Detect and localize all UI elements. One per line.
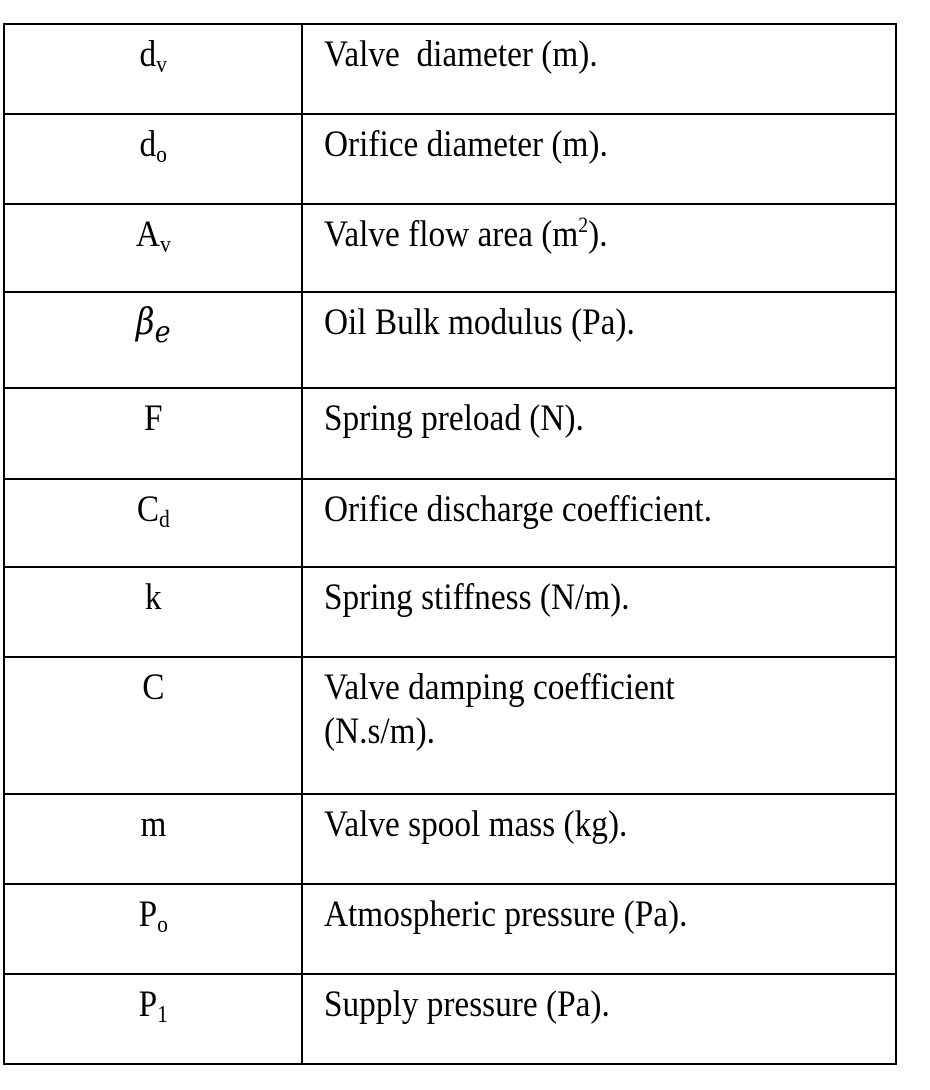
description (324, 33, 598, 77)
symbol (140, 803, 166, 847)
symbol-cell (4, 794, 302, 884)
symbol (144, 397, 163, 441)
symbol-base: C (141, 667, 165, 708)
table-row (4, 24, 896, 114)
description-text: Orifice diameter (m). (324, 124, 608, 165)
description-cell (302, 567, 896, 657)
description (324, 397, 584, 441)
symbol-base: A (135, 214, 160, 255)
symbol-cell (4, 974, 302, 1064)
symbol-cell (4, 114, 302, 204)
symbol-cell (4, 292, 302, 388)
symbol-subscript: v (155, 52, 167, 78)
symbol-subscript: v (159, 232, 171, 258)
description-text: Orifice discharge coefficient. (324, 489, 713, 530)
description-text: Valve flow area (m (324, 214, 579, 255)
description-text: Valve damping coefficient (324, 667, 675, 708)
symbol-subscript: o (155, 142, 167, 168)
symbol-base: d (139, 34, 156, 75)
description (324, 893, 687, 937)
symbol (139, 123, 166, 167)
table-body (4, 24, 896, 1064)
symbol (139, 33, 166, 77)
description (324, 123, 608, 167)
description (324, 213, 608, 257)
description-cell (302, 974, 896, 1064)
description-text: Valve spool mass (kg). (324, 804, 628, 845)
table-row (4, 567, 896, 657)
symbol-subscript: 1 (156, 1002, 168, 1028)
symbol-base: P (138, 894, 157, 935)
description-cell (302, 657, 896, 794)
symbol-cell (4, 657, 302, 794)
nomenclature-table (3, 23, 897, 1065)
description (324, 666, 675, 754)
description (324, 301, 635, 345)
symbol-cell (4, 567, 302, 657)
description-cell (302, 24, 896, 114)
symbol-base: d (139, 124, 156, 165)
description-text-end: ). (588, 214, 608, 255)
table-row (4, 292, 896, 388)
symbol (138, 893, 167, 937)
description (324, 983, 610, 1027)
symbol (136, 213, 171, 257)
symbol (138, 983, 167, 1027)
symbol (145, 576, 162, 620)
description-cell (302, 388, 896, 479)
table-row (4, 204, 896, 292)
table-row (4, 657, 896, 794)
symbol-subscript: e (154, 315, 171, 350)
description-text: Supply pressure (Pa). (324, 984, 610, 1025)
description-text: Oil Bulk modulus (Pa). (324, 302, 635, 343)
symbol-base: C (136, 489, 159, 530)
symbol (135, 301, 171, 350)
symbol-subscript: d (158, 507, 170, 533)
table-row (4, 114, 896, 204)
symbol-base: m (140, 804, 166, 845)
symbol (142, 666, 164, 710)
symbol-base: F (143, 398, 163, 439)
description-cell (302, 292, 896, 388)
symbol-cell (4, 884, 302, 974)
table-row (4, 388, 896, 479)
symbol (136, 488, 169, 532)
symbol-subscript: o (156, 912, 168, 938)
symbol-cell (4, 388, 302, 479)
symbol-cell (4, 479, 302, 567)
symbol-cell (4, 204, 302, 292)
description-superscript: 2 (578, 212, 589, 237)
table-row (4, 479, 896, 567)
description-text: Atmospheric pressure (Pa). (324, 894, 688, 935)
symbol-base: β (135, 302, 155, 343)
symbol-cell (4, 24, 302, 114)
symbol-base: P (138, 984, 157, 1025)
description-text: Spring stiffness (N/m). (324, 577, 630, 618)
description-cell (302, 884, 896, 974)
table-row (4, 974, 896, 1064)
description (324, 576, 630, 620)
description-cell (302, 794, 896, 884)
description-cell (302, 204, 896, 292)
description (324, 803, 627, 847)
description (324, 488, 712, 532)
description-text: Spring preload (N). (324, 398, 584, 439)
table-row (4, 884, 896, 974)
description-cell (302, 114, 896, 204)
description-text: Valve diameter (m). (324, 34, 598, 75)
symbol-base: k (144, 577, 162, 618)
description-text-line2: (N.s/m). (324, 711, 435, 752)
table-row (4, 794, 896, 884)
description-cell (302, 479, 896, 567)
